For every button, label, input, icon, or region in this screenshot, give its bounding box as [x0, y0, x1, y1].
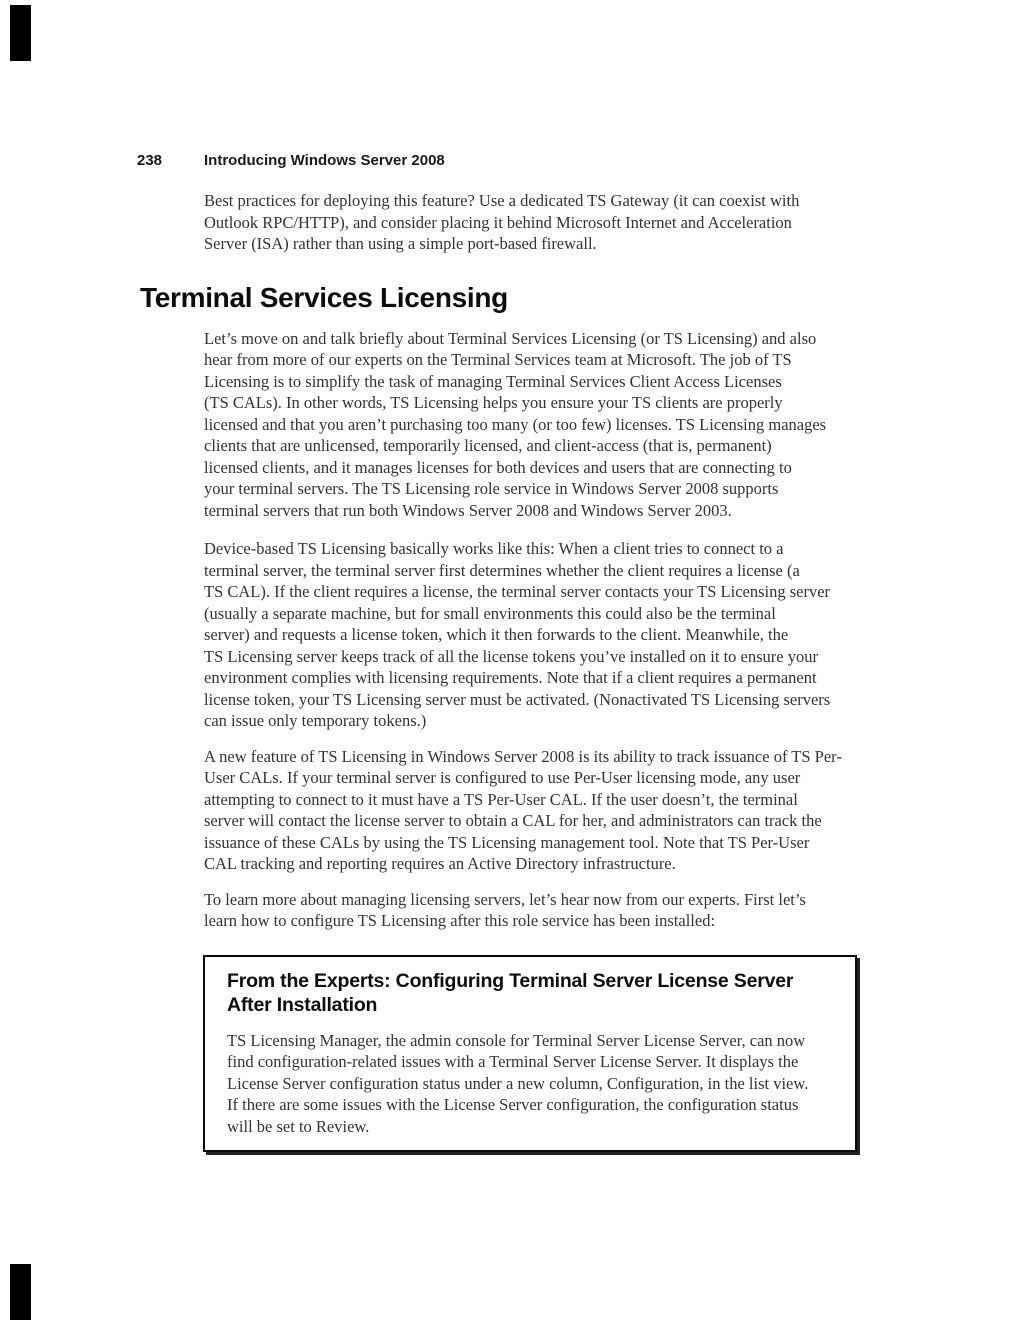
paragraph-line: terminal server, the terminal server first determines whether the client requires a license (a — [204, 560, 800, 580]
paragraph-line: A new feature of TS Licensing in Windows Server 2008 is its ability to track issuance of TS Per- — [204, 746, 842, 766]
paragraph-line: To learn more about managing licensing servers, let’s hear now from our experts. First let’s — [204, 889, 806, 909]
paragraph-line: TS CAL). If the client requires a license, the terminal server contacts your TS Licensing server — [204, 582, 831, 601]
paragraph-line: (usually a separate machine, but for small environments this could also be the terminal — [204, 603, 776, 623]
paragraph-line: CAL tracking and reporting requires an Active Directory infrastructure. — [204, 854, 676, 873]
paragraph-line: (TS CALs). In other words, TS Licensing helps you ensure your TS clients are properly — [204, 393, 783, 412]
intro-paragraph — [204, 190, 924, 255]
paragraph-line: environment complies with licensing requirements. Note that if a client requires a permanent — [204, 668, 817, 687]
sidebar-body — [227, 1030, 831, 1138]
page-number: 238 — [137, 152, 163, 169]
paragraph-line: Device-based TS Licensing basically works like this: When a client tries to connect to a — [204, 539, 784, 558]
paragraph-line: licensed clients, and it manages licenses for both devices and users that are connecting to — [204, 457, 792, 477]
paragraph-line: TS Licensing Manager, the admin console for Terminal Server License Server, can now — [227, 1030, 806, 1050]
paragraph-line: can issue only temporary tokens.) — [204, 711, 427, 730]
paragraph — [204, 538, 924, 732]
sidebar-heading: After Installation — [227, 993, 378, 1016]
sidebar-heading: From the Experts: Configuring Terminal Server License Server — [227, 969, 794, 992]
paragraph-line: learn how to configure TS Licensing after this role service has been installed: — [204, 911, 716, 930]
paragraph — [204, 328, 924, 522]
paragraph-line: server) and requests a license token, which it then forwards to the client. Meanwhile, the — [204, 625, 789, 644]
paragraph-line: clients that are unlicensed, temporarily licensed, and client-access (that is, permanent) — [204, 436, 772, 455]
paragraph-line: your terminal servers. The TS Licensing role service in Windows Server 2008 supports — [204, 479, 779, 498]
page-body — [140, 190, 924, 1152]
paragraph-line: Outlook RPC/HTTP), and consider placing it behind Microsoft Internet and Acceleration — [204, 212, 792, 232]
running-head: Introducing Windows Server 2008 — [204, 152, 445, 169]
paragraph-line: User CALs. If your terminal server is configured to use Per-User licensing mode, any user — [204, 768, 801, 787]
paragraph-line: licensed and that you aren’t purchasing too many (or too few) licenses. TS Licensing manages — [204, 414, 827, 434]
paragraph-line: License Server configuration status under a new column, Configuration, in the list view. — [227, 1073, 809, 1093]
paragraph-line: hear from more of our experts on the Terminal Services team at Microsoft. The job of TS — [204, 350, 792, 369]
paragraph-line: If there are some issues with the License Server configuration, the configuration status — [227, 1095, 799, 1114]
paragraph-line: license token, your TS Licensing server must be activated. (Nonactivated TS Licensing servers — [204, 689, 831, 709]
paragraph-line: server will contact the license server to obtain a CAL for her, and administrators can track the — [204, 811, 822, 830]
paragraph-line: Licensing is to simplify the task of managing Terminal Services Client Access Licenses — [204, 371, 782, 391]
paragraph — [204, 889, 924, 932]
paragraph-line: Let’s move on and talk briefly about Terminal Services Licensing (or TS Licensing) and also — [204, 328, 817, 348]
scan-registration-mark-bottom — [10, 1264, 31, 1320]
paragraph-line: Server (ISA) rather than using a simple port-based firewall. — [204, 234, 597, 253]
paragraph-line: attempting to connect to it must have a TS Per-User CAL. If the user doesn’t, the terminal — [204, 789, 798, 809]
from-the-experts-sidebar — [203, 955, 857, 1153]
paragraph-line: issuance of these CALs by using the TS Licensing management tool. Note that TS Per-User — [204, 832, 810, 852]
paragraph — [204, 746, 924, 875]
scan-registration-mark-top — [10, 5, 31, 61]
paragraph-line: Best practices for deploying this feature? Use a dedicated TS Gateway (it can coexist with — [204, 191, 800, 210]
paragraph-line: will be set to Review. — [227, 1116, 370, 1136]
paragraph-line: terminal servers that run both Windows Server 2008 and Windows Server 2003. — [204, 500, 732, 520]
paragraph-line: TS Licensing server keeps track of all the license tokens you’ve installed on it to ensure your — [204, 646, 818, 666]
section-title: Terminal Services Licensing — [140, 281, 508, 313]
paragraph-line: find configuration-related issues with a Terminal Server License Server. It displays the — [227, 1052, 799, 1071]
